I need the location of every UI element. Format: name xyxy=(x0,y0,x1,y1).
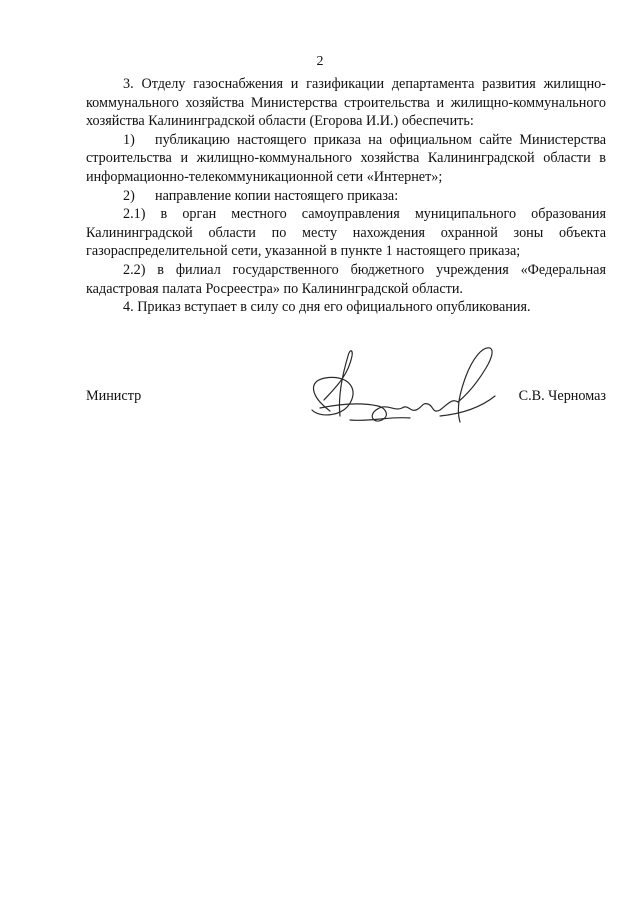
handwritten-signature xyxy=(290,336,520,436)
paragraph-3-1 xyxy=(86,131,606,187)
signer-name: С.В. Черномаз xyxy=(518,388,606,404)
order-body xyxy=(86,75,606,317)
paragraph-3-2 xyxy=(86,187,606,206)
paragraph-3-2-1: 2.1) в орган местного самоуправления муниципального образования Калининградской области по месту нахождения охранной зоны объекта газораспределительной сети, указанной в пункте 1 настоящего приказа; xyxy=(86,206,606,260)
paragraph-3-2-2: 2.2) в филиал государственного бюджетного учреждения «Федеральная кадастровая палата Росреестра» по Калининградской области. xyxy=(86,261,606,297)
item-text-1: публикацию настоящего приказа на официальном сайте Министерства строительства и жилищно-коммунального хозяйства Калининградской области в информационно-телекоммуникационной сети «Интернет»; xyxy=(86,131,606,185)
item-number-2: 2) xyxy=(123,187,135,204)
paragraph-4: 4. Приказ вступает в силу со дня его официального опубликования. xyxy=(123,299,531,316)
item-text-2: направление копии настоящего приказа: xyxy=(155,187,399,204)
paragraph-3: 3. Отделу газоснабжения и газификации департамента развития жилищно-коммунального хозяйства Министерства строительства и жилищно-коммунального хозяйства Калининградской области (Егорова И.И.) обеспечить: xyxy=(86,76,606,130)
item-number-1: 1) xyxy=(123,131,135,148)
signer-role: Министр xyxy=(86,388,142,404)
page-number: 2 xyxy=(316,54,324,69)
